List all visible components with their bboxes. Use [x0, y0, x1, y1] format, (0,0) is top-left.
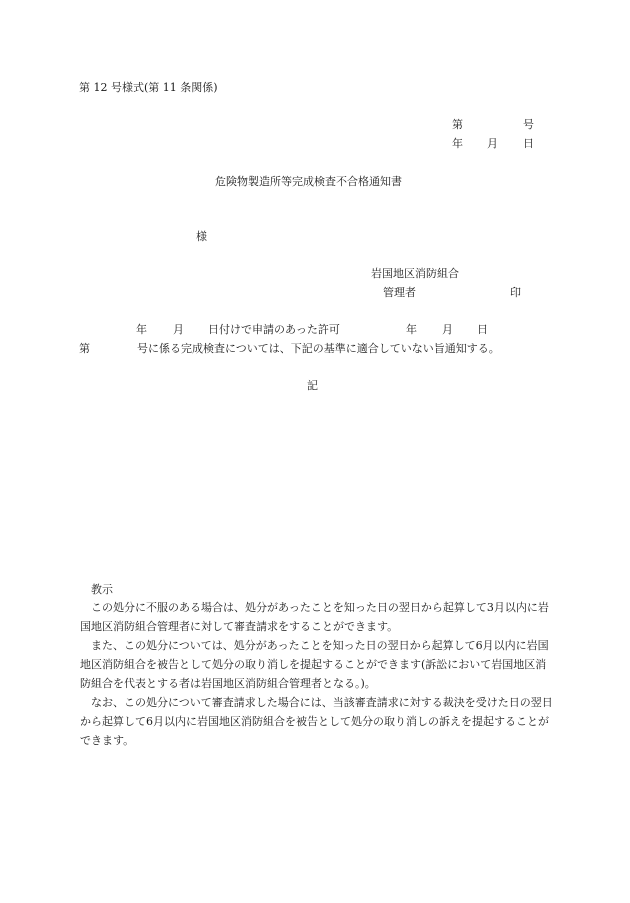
notice-paragraph: また、この処分については、処分があったことを知った日の翌日から起算して6月以内に岩国地区消防組合を被告として処分の取り消しを提起することができます(訴訟において岩国地区消防組合を代表とする者は岩国地区消防組合管理者となる。)。 — [80, 639, 549, 690]
permit-month: 月 — [442, 323, 453, 336]
ki-heading: 記 — [307, 379, 318, 392]
document-number-suffix: 号 — [523, 118, 534, 131]
issuer-role: 管理者 — [383, 286, 416, 299]
issue-date-day: 日 — [523, 137, 534, 150]
issue-date-year: 年 — [452, 137, 463, 150]
notice-heading: 教示 — [91, 583, 113, 596]
application-day-text: 日付けで申請のあった許可 — [208, 323, 340, 336]
notice-body — [80, 598, 554, 750]
application-month: 月 — [173, 323, 184, 336]
seal-mark: 印 — [510, 286, 521, 299]
document-title: 危険物製造所等完成検査不合格通知書 — [215, 175, 402, 188]
permit-number-prefix: 第 — [79, 342, 90, 355]
permit-day: 日 — [477, 323, 488, 336]
notice-paragraph: この処分に不服のある場合は、処分があったことを知った日の翌日から起算して3月以内に岩国地区消防組合管理者に対して審査請求をすることができます。 — [80, 601, 549, 633]
document-number-prefix: 第 — [452, 118, 463, 131]
application-year: 年 — [136, 323, 147, 336]
issue-date-month: 月 — [487, 137, 498, 150]
permit-year: 年 — [406, 323, 417, 336]
issuer-organization: 岩国地区消防組合 — [371, 267, 459, 280]
notification-statement: 号に係る完成検査については、下記の基準に適合していない旨通知する。 — [137, 342, 500, 355]
form-number: 第 12 号様式(第 11 条関係) — [79, 81, 218, 94]
addressee-suffix: 様 — [196, 230, 207, 243]
notice-paragraph: なお、この処分について審査請求した場合には、当該審査請求に対する裁決を受けた日の翌日から起算して6月以内に岩国地区消防組合を被告として処分の取り消しの訴えを提起することができます。 — [80, 696, 553, 747]
